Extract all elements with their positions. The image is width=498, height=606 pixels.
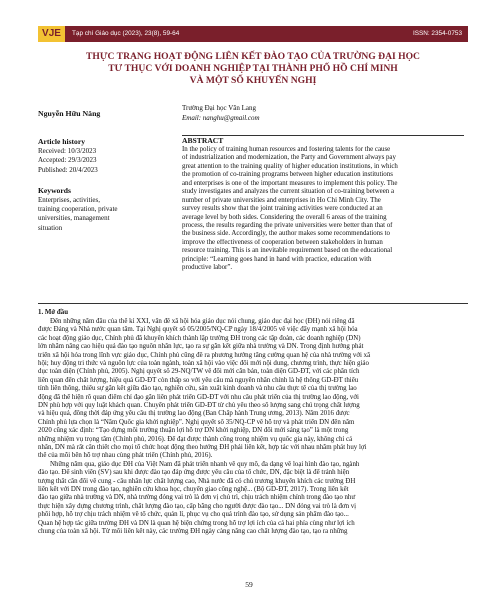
text-line: and enterprises is one of the important measures to implement this policy. The: [182, 179, 398, 187]
paragraph: [38, 461, 468, 537]
section-divider: [38, 303, 468, 304]
text-line: the business side. Accordingly, the author makes some recommendations to: [182, 230, 390, 238]
text-line: chung của toàn xã hội. Từ mối liên kết này, các trường ĐH ngày càng nâng cao chất lượng đào tạo, tạo ra những: [38, 528, 348, 536]
text-line: Chính phủ lựa chọn là “Năm Quốc gia khởi nghiệp”. Nghị quyết số 35/NQ-CP về hỗ trợ và phát triển DN đến năm: [38, 418, 355, 426]
text-line: đào tạo. Để sinh viên (SV) sau khi được đào tạo đáp ứng được yêu cầu của tổ chức, DN, đặc biệt là để tránh hiện: [38, 469, 350, 477]
abstract-heading: ABSTRACT: [182, 136, 224, 145]
text-line: study investigates and analyzes the current situation of co-training between a: [182, 188, 395, 196]
title-line: TƯ THỤC VỚI DOANH NGHIỆP TẠI THÀNH PHỐ HỒ CHÍ MINH: [108, 63, 398, 74]
abstract-rule: [182, 135, 464, 136]
text-line: improve the effectiveness of cooperation between stakeholders in human: [182, 238, 383, 246]
journal-logo: VJE: [38, 26, 65, 42]
article-history-heading: Article history: [38, 137, 86, 146]
text-line: các hoạt động giáo dục, Chính phủ đã khuyến khích thành lập trường ĐH trong các tập đoàn, các doanh nghiệp (DN): [38, 334, 361, 342]
text-line: DN phù hợp với quy luật khách quan. Chuyển phát triển GD-ĐT từ chủ yếu theo số lượng sang chú trọng chất lượng: [38, 401, 360, 409]
page-number: 59: [245, 580, 253, 589]
title-line: VÀ MỘT SỐ KHUYẾN NGHỊ: [189, 75, 317, 86]
text-line: đào tạo giữa nhà trường và DN, nhà trường đóng vai trò là đơn vị chủ trì, chịu trách nhiệm chính trong đào tạo như: [38, 494, 356, 502]
text-line: lớn nhằm nâng cao hiệu quả đào tạo nguồn nhân lực, tạo ra sự gắn kết giữa nhà trường và DN. Trong định hướng phát: [38, 343, 364, 351]
text-line: và hiệu quả, đồng thời đáp ứng yêu cầu thị trường lao động (Ban Chấp hành Trung ương, 2013). Năm 2016 được: [38, 410, 350, 418]
text-line: average level by both sides. Considering the overall 6 areas of the training: [182, 213, 387, 221]
text-line: thế của mỗi bên hỗ trợ nhau cùng phát triển (Chính phủ, 2016).: [38, 452, 213, 460]
keywords-line: training cooperation, private: [38, 205, 118, 214]
text-line: principle: “Learning goes hand in hand with practice, education with: [182, 255, 372, 263]
journal-header-bar: [38, 26, 468, 42]
text-line: process, the results regarding the private universities were better than that of: [182, 222, 393, 230]
author-email[interactable]: Email: nanghu@gmail.com: [182, 114, 260, 122]
text-line: được Đảng và Nhà nước quan tâm. Tại Nghị quyết số 05/2005/NQ-CP ngày 18/4/2005 về việc đẩy mạnh xã hội hóa: [38, 326, 358, 334]
text-line: the promotion of co-training programs between higher education institutions: [182, 171, 393, 179]
text-line: liên quan đến chất lượng, hiệu quả GD-ĐT còn thấp so với yêu cầu mà nguyên nhân chính là hệ thống GD-ĐT thiếu: [38, 376, 359, 384]
keywords-line: Enterprises, activities,: [38, 196, 101, 205]
text-line: nhân, DN mà rất cần thiết cho mọi tổ chức hoạt động theo hướng ĐH phải liên kết, hợp tác với nhau nhằm phát huy lợi: [38, 444, 367, 451]
text-line: number of private universities and enterprises in Ho Chi Minh City. The: [182, 196, 381, 204]
text-line: of industrialization and modernization, the Party and Government always pay: [182, 154, 396, 162]
text-line: tính liên thông, thiếu sự gắn kết giữa đào tạo, nghiên cứu, sản xuất kinh doanh và nhu cầu thực tế của thị trường lao: [38, 385, 357, 393]
journal-issn: ISSN: 2354-0753: [412, 30, 462, 37]
text-line: hội; huy động tri thức và nguồn lực của toàn ngành, toàn xã hội vào việc đổi mới nội dung, chương trình, thực hiện giáo: [38, 359, 369, 367]
text-line: 2020 cũng xác định: “Tạo dựng môi trường thuận lợi hỗ trợ DN khởi nghiệp, DN đổi mới sáng tạo” là một trong: [38, 427, 349, 435]
text-line: phối hợp, hỗ trợ chịu trách nhiệm về tổ chức, quản lí, phục vụ cho quá trình đào tạo, sử dụng sản phẩm đào tạo...: [38, 511, 349, 519]
text-line: động đã thể hiện rõ quan điểm chỉ đạo gắn liền phát triển GD-ĐT với nhu cầu phát triển của thị trường lao động, với: [38, 393, 359, 401]
paragraph: [38, 318, 468, 461]
text-line: Đến những năm đầu của thế kỉ XXI, vấn đề xã hội hóa giáo dục nói chung, giáo dục đại học (ĐH) nói riêng đã: [50, 317, 355, 325]
received-date: Received: 10/3/2023: [38, 147, 97, 156]
published-date: Published: 20/4/2023: [38, 165, 98, 174]
text-line: Những năm qua, giáo dục ĐH của Việt Nam đã phát triển nhanh về quy mô, đa dạng về loại hình đào tạo, ngành: [50, 460, 360, 468]
keywords-line: situation: [38, 223, 63, 232]
abstract: [182, 137, 464, 273]
text-line: liên kết với DN trong đào tạo, nghiên cứu khoa học, chuyển giao công nghệ... (Bộ GD-ĐT, 2017). Trong liên kết: [38, 486, 349, 494]
text-line: productive labor”.: [182, 264, 233, 272]
keywords-line: universities, management: [38, 214, 110, 223]
text-line: dục toàn diện (Chính phủ, 2005). Nghị quyết số 29-NQ/TW về đổi mới căn bản, toàn diện GD-ĐT, với các phân tích: [38, 368, 360, 376]
text-line: Quan hệ hợp tác giữa trường ĐH và DN là quan hệ biện chứng trong hỗ trợ lợi ích của cả hai phía cùng như lợi ích: [38, 519, 355, 527]
text-line: resource training. This is an inevitable requirement based on the educational: [182, 247, 393, 255]
text-line: great attention to the training quality of higher education institutions, in which: [182, 162, 398, 170]
abstract-text: [182, 146, 464, 273]
text-line: survey results show that the joint training activities were conducted at an: [182, 205, 383, 213]
keywords-heading: Keywords: [38, 185, 71, 195]
author-affiliation: [182, 103, 260, 123]
accepted-date: Accepted: 29/3/2023: [38, 156, 97, 165]
section-heading: 1. Mở đầu: [38, 309, 69, 316]
paper-title: [48, 51, 458, 87]
text-line: thực hiện xây dựng chương trình, chất lượng đào tạo, cấp bằng cho người được đào tạo... DN đóng vai trò là đơn vị: [38, 502, 357, 510]
title-line: THỰC TRẠNG HOẠT ĐỘNG LIÊN KẾT ĐÀO TẠO CỦA TRƯỜNG ĐẠI HỌC: [86, 51, 420, 62]
author-name: Nguyễn Hữu Năng: [38, 109, 101, 118]
text-line: tượng thất cân đối về cung - cầu nhân lực chất lượng cao, Nhà nước đã có chủ trương khuyến khích các trường ĐH: [38, 477, 356, 485]
text-line: triển xã hội hóa trong lĩnh vực giáo dục, Chính phủ cũng đề ra phương hướng tăng cường quan hệ của nhà trường với xã: [38, 351, 371, 359]
affiliation-name: Trường Đại học Văn Lang: [182, 104, 256, 112]
article-info: [38, 137, 174, 233]
text-line: In the policy of training human resources and fostering talents for the cause: [182, 145, 391, 153]
text-line: những nhiệm vụ trọng tâm (Chính phủ, 2016). Để đạt được thành công trong nhiệm vụ quốc gia này, không chỉ cá: [38, 435, 353, 443]
body-text: [38, 309, 468, 536]
journal-citation: Tạp chí Giáo dục (2023), 23(8), 59-64: [72, 30, 180, 37]
